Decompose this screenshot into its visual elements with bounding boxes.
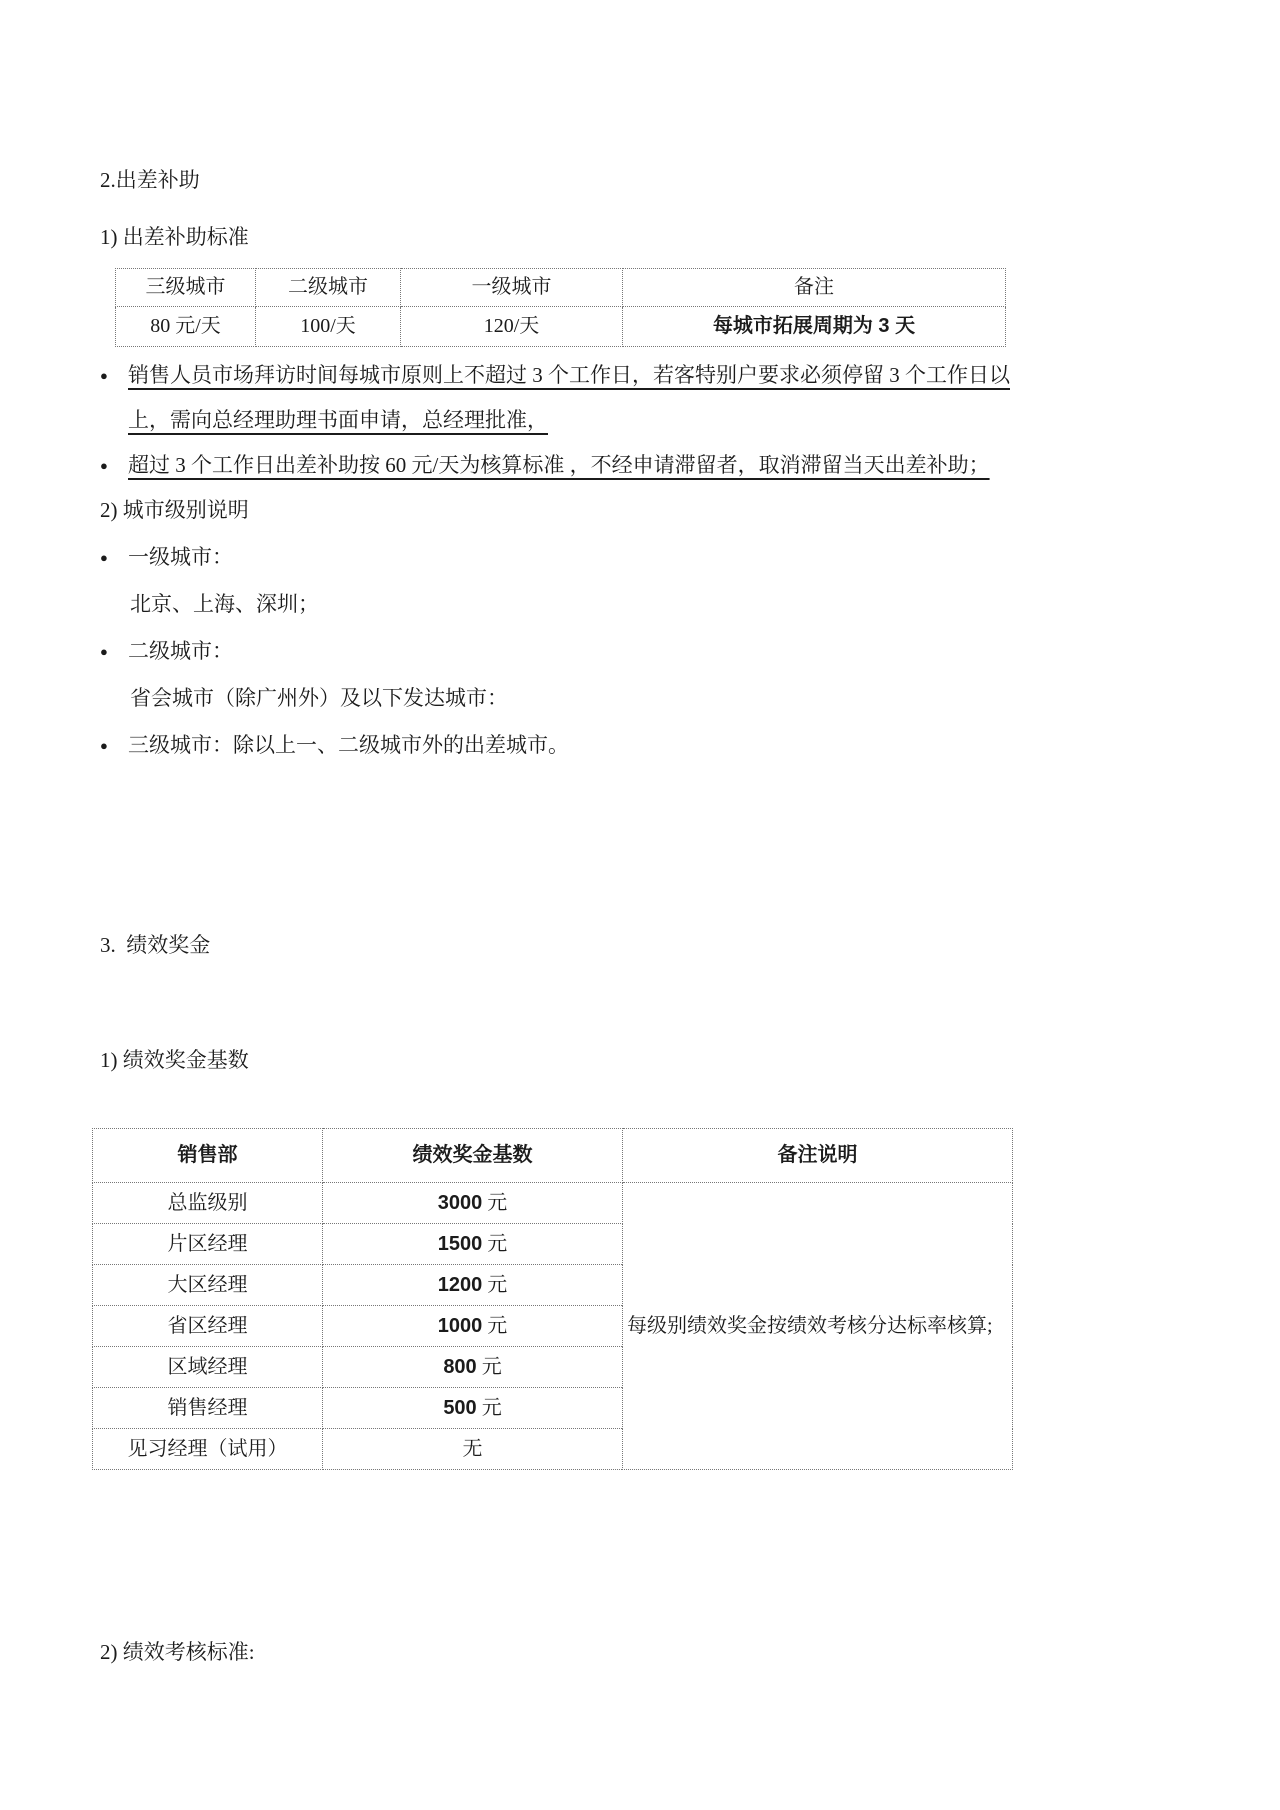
table-row (93, 1183, 1013, 1224)
cell-level: 见习经理（试用） (93, 1429, 323, 1470)
table-header-row (116, 269, 1006, 307)
cell-level: 销售经理 (93, 1388, 323, 1429)
table-row (116, 307, 1006, 347)
bullet-icon: ● (100, 458, 108, 473)
bullet-icon: ● (100, 550, 108, 565)
bullet-city-tier3 (100, 723, 1017, 768)
bullet-visit-rule (100, 353, 1017, 443)
subsection-city-levels-title: 2) 城市级别说明 (100, 498, 249, 522)
amount-number: 1200 (437, 1273, 483, 1296)
cell-level: 大区经理 (93, 1265, 323, 1306)
cell-amount (323, 1224, 623, 1265)
amount-unit: 元 (482, 1314, 508, 1337)
bullet-overstay-rule (100, 443, 1017, 488)
cell-remark: 每城市拓展周期为 3 天 (623, 307, 1006, 347)
cell-amount (323, 1183, 623, 1224)
travel-subsidy-table (115, 268, 1006, 347)
city-level-detail: 北京、上海、深圳； (130, 592, 319, 616)
bullet-city-tier2 (100, 629, 1017, 674)
city-level-label: 三级城市：除以上一、二级城市外的出差城市。 (128, 733, 569, 757)
amount-unit: 元 (476, 1396, 502, 1419)
header-bonus-base: 绩效奖金基数 (323, 1129, 623, 1183)
bullet-icon: ● (100, 738, 108, 753)
amount-number: 3000 (437, 1191, 483, 1214)
bonus-base-table (92, 1128, 1013, 1470)
city-level-label: 一级城市： (128, 545, 233, 569)
amount-unit: 无 (462, 1437, 483, 1460)
section-2-title: 2.出差补助 (100, 168, 200, 192)
cell-level: 省区经理 (93, 1306, 323, 1347)
amount-number: 1000 (437, 1314, 483, 1337)
amount-number: 800 (443, 1355, 477, 1378)
amount-number: 1500 (437, 1232, 483, 1255)
city-level-detail: 省会城市（除广州外）及以下发达城市： (130, 686, 508, 710)
cell-amount (323, 1388, 623, 1429)
subsection-assessment-standard-title: 2) 绩效考核标准: (100, 1640, 255, 1664)
header-city-tier1: 一级城市 (401, 269, 623, 307)
header-city-tier3: 三级城市 (116, 269, 256, 307)
cell-amount (323, 1265, 623, 1306)
subsection-subsidy-standard-title: 1) 出差补助标准 (100, 225, 249, 249)
cell-tier3-rate: 80 元/天 (116, 307, 256, 347)
amount-unit: 元 (482, 1191, 508, 1214)
cell-level: 片区经理 (93, 1224, 323, 1265)
amount-unit: 元 (482, 1273, 508, 1296)
city-level-label: 二级城市： (128, 639, 233, 663)
table-header-row (93, 1129, 1013, 1183)
header-sales-dept: 销售部 (93, 1129, 323, 1183)
bullet-city-tier1 (100, 535, 1017, 580)
header-city-tier2: 二级城市 (256, 269, 401, 307)
bullet-text: 超过 3 个工作日出差补助按 60 元/天为核算标准 ，不经申请滞留者，取消滞留当天出差补助； (128, 453, 990, 477)
bullet-text: 销售人员市场拜访时间每城市原则上不超过 3 个工作日，若客特别户要求必须停留 3 个工作日以上，需向总经理助理书面申请，总经理批准， (128, 363, 1010, 432)
header-remark-note: 备注说明 (623, 1129, 1013, 1183)
cell-amount (323, 1429, 623, 1470)
amount-unit: 元 (482, 1232, 508, 1255)
cell-tier1-rate: 120/天 (401, 307, 623, 347)
section-3-title: 3. 绩效奖金 (100, 933, 211, 957)
subsection-bonus-base-title: 1) 绩效奖金基数 (100, 1048, 249, 1072)
amount-unit: 元 (476, 1355, 502, 1378)
cell-level: 区域经理 (93, 1347, 323, 1388)
cell-level: 总监级别 (93, 1183, 323, 1224)
amount-number: 500 (443, 1396, 477, 1419)
remark-cell: 每级别绩效奖金按绩效考核分达标率核算; (623, 1183, 1013, 1470)
bullet-icon: ● (100, 644, 108, 659)
cell-amount (323, 1306, 623, 1347)
cell-amount (323, 1347, 623, 1388)
header-remark: 备注 (623, 269, 1006, 307)
bullet-icon: ● (100, 368, 108, 383)
cell-tier2-rate: 100/天 (256, 307, 401, 347)
